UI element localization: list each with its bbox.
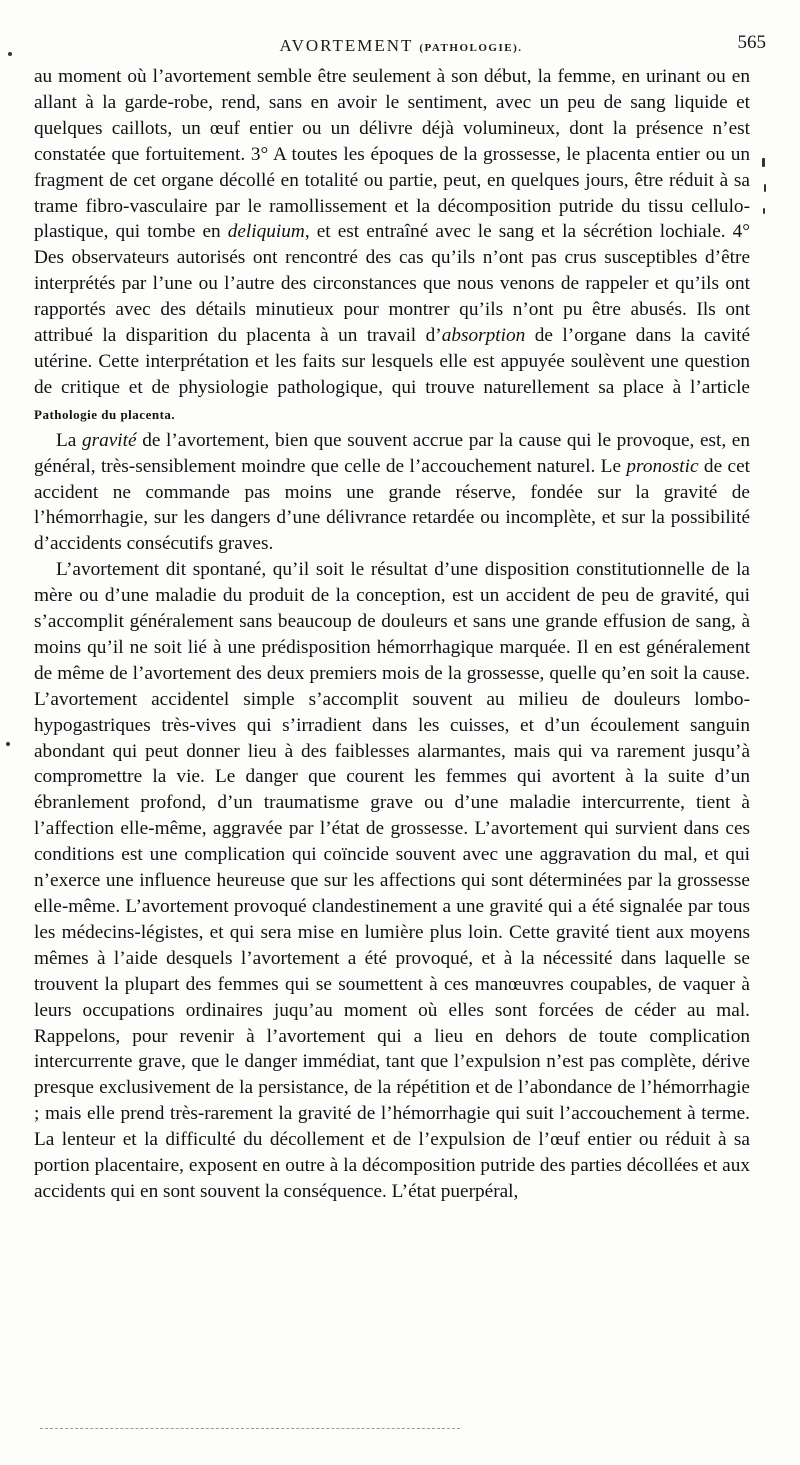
italic-term: deliquium (227, 221, 305, 243)
italic-term: absorption (441, 325, 526, 347)
italic-term: pronostic (626, 455, 699, 477)
running-title-main: AVORTEMENT (279, 36, 414, 55)
text-run: de l’organe dans la cavité utérine. Cette interprétation et les faits sur lesquels elle est appuyée soulèvent une question de critique et de physiologie pathologique, qui trouve naturellement sa place à l’article (34, 325, 751, 398)
italic-term: gravité (81, 429, 137, 451)
text-run: , et est entraîné avec le sang et la sécrétion lochiale. 4° Des observateurs autorisés ont rencontré des cas qu’ils n’ont pas crus susceptibles d’être interprétés par l’une ou l’autre des circonstances que nous venons de rappeler et qu’ils ont rapportés avec des détails minutieux pour montrer qu’ils n’ont pu être abusés. Ils ont attribué la disparition du placenta à un travail d’ (34, 221, 750, 347)
text-run: de cet accident ne commande pas moins une grande réserve, fondée sur la gravité de l’hémorrhagie, sur les dangers d’une délivrance retardée ou incomplète, et sur la possibilité d’accidents consécutifs graves. (34, 455, 750, 555)
margin-speck (762, 158, 765, 167)
paragraph-gravite (34, 428, 750, 558)
paragraph-continued (34, 64, 750, 428)
bottom-dashed-rule (40, 1428, 460, 1429)
running-head (36, 30, 766, 60)
running-title-sub: (PATHOLOGIE). (419, 42, 523, 54)
margin-speck (6, 742, 10, 746)
margin-speck (8, 52, 12, 56)
paragraph-avortement-spontane (34, 557, 750, 1205)
margin-speck (764, 184, 766, 192)
page-number: 565 (737, 32, 766, 53)
cross-reference: Pathologie du placenta. (34, 406, 176, 422)
text-run: L’avortement dit spontané, qu’il soit le résultat d’une disposition constitutionnelle de la mère ou d’une maladie du produit de la conception, est un accident de peu de gravité, qui s’accomplit généralement sans beaucoup de douleurs et sans une grande effusion de sang, à moins qu’il ne soit lié à une prédisposition hémorrhagique marquée. Il en est généralement de même de l’avortement des deux premiers mois de la grossesse, quelle qu’en soit la cause. L’avortement accidentel simple s’accomplit souvent au milieu de douleurs lombo-hypogastriques très-vives qui s’irradient dans les cuisses, et d’un écoulement sanguin abondant qui peut donner lieu à des faiblesses alarmantes, mais qui va rarement jusqu’à compromettre la vie. Le danger que courent les femmes qui avortent à la suite d’un ébranlement profond, d’un traumatisme grave ou d’une maladie intercurrente, tient à l’affection elle-même, aggravée par l’état de grossesse. L’avortement qui survient dans ces conditions est une complication qui coïncide souvent avec une aggravation du mal, et qui n’exerce une influence heureuse que sur les affections qui sont déterminées par la grossesse elle-même. L’avortement provoqué clandestinement a une gravité qui a été signalée par tous les médecins-légistes, et qui sera mise en lumière plus loin. Cette gravité tient aux moyens mêmes à l’aide desquels l’avortement a été provoqué, et à la nécessité dans laquelle se trouvent la plupart des femmes qui se soumettent à ces manœuvres coupables, de vaquer à leurs occupations ordinaires juqu’au moment où elles sont forcées de céder au mal. Rappelons, pour revenir à l’avortement qui a lieu en dehors de toute complication intercurrente grave, que le danger immédiat, tant que l’expulsion n’est pas complète, dérive presque exclusivement de la persistance, de la répétition et de l’abondance de l’hémorrhagie ; mais elle prend très-rarement la gravité de l’hémorrhagie qui suit l’accouchement à terme. La lenteur et la difficulté du décollement et de l’expulsion de l’œuf entier ou réduit à sa portion placentaire, exposent en outre à la décomposition putride des parties décollées et aux accidents qui en sont souvent la conséquence. L’état puerpéral, (34, 559, 750, 1202)
text-run: de l’avortement, bien que souvent accrue par la cause qui le provoque, est, en général, très-sensiblement moindre que celle de l’accouchement naturel. Le (34, 429, 750, 477)
text-run: au moment où l’avortement semble être seulement à son début, la femme, en urinant ou en allant à la garde-robe, rend, sans en avoir le sentiment, avec un peu de sang liquide et quelques caillots, un œuf entier ou un délivre déjà volumineux, dont la présence n’est constatée que fortuitement. 3° A toutes les époques de la grossesse, le placenta entier ou un fragment de cet organe décollé en totalité ou partie, peut, en quelques jours, être réduit à sa trame fibro-vasculaire par le ramollissement et la décomposition putride du tissu cellulo-plastique, qui tombe en (34, 66, 750, 243)
margin-speck (763, 208, 765, 214)
running-title (36, 36, 766, 56)
text-run: La (56, 429, 82, 451)
body-text (34, 64, 750, 1205)
